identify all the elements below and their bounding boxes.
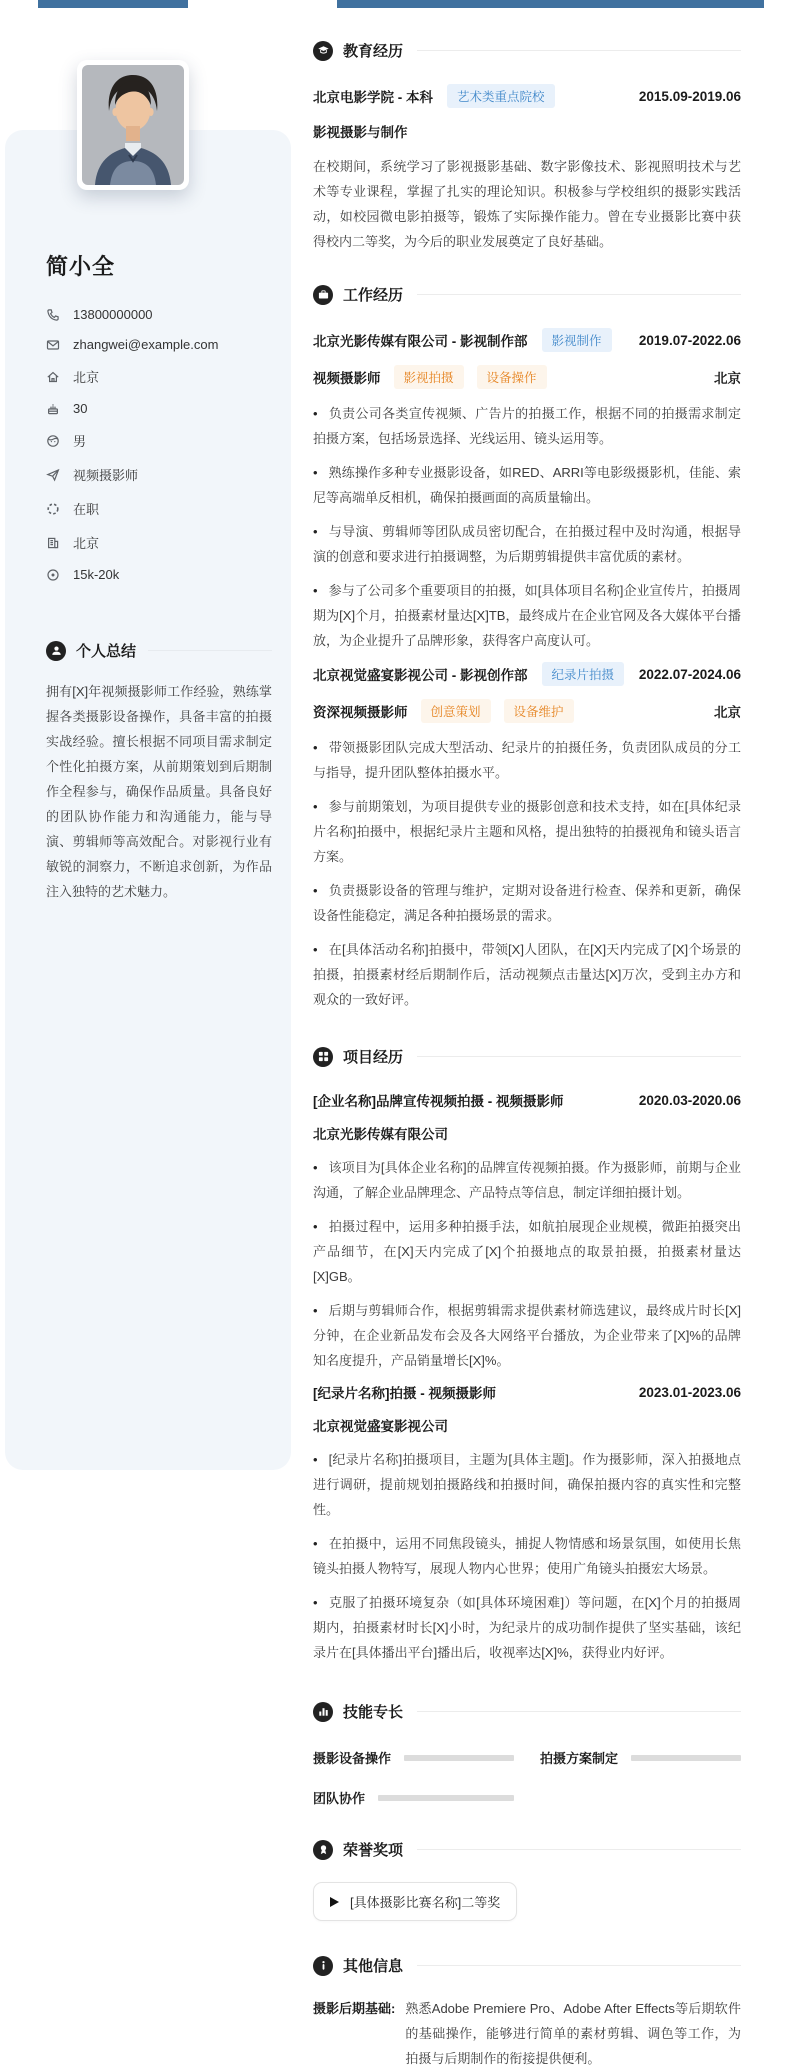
candidate-name: 简小全 [46,254,116,279]
education-entry-header [313,84,741,108]
grid-icon [313,1047,333,1067]
skill-tag: 设备操作 [477,365,547,389]
contact-salary: 15k-20k [73,567,120,582]
age-cake-icon [46,402,60,416]
honors-title: 荣誉奖项 [343,1842,404,1859]
other-title: 其他信息 [343,1958,404,1975]
education-section-header [313,40,741,61]
home-icon [46,370,60,384]
gender-icon [46,434,60,448]
project-date: 2020.03-2020.06 [638,1092,741,1108]
summary-section-header [46,640,272,661]
contact-row-age [46,401,272,416]
skill-progress-track [378,1795,514,1801]
job-date: 2022.07-2024.06 [638,666,741,682]
company-name: 北京光影传媒有限公司 - 影视制作部 [313,334,528,349]
info-icon [313,1956,333,1976]
honors-section-header [313,1839,741,1860]
phone-icon [46,308,60,322]
skill-tag: 创意策划 [421,699,491,723]
job-bullet: • 负责公司各类宣传视频、广告片的拍摄工作，根据不同的拍摄需求制定拍摄方案，包括场景选择、光线运用、镜头运用等。 [313,401,741,451]
honor-chip[interactable] [313,1882,517,1921]
salary-target-icon [46,568,60,582]
contact-row-status [46,499,272,518]
contact-row-location [46,367,272,386]
skill-tag: 设备维护 [504,699,574,723]
skill-progress-track [631,1755,741,1761]
education-description: 在校期间，系统学习了影视摄影基础、数字影像技术、影视照明技术与艺术等专业课程，掌握了扎实的理论知识。积极参与学校组织的摄影实践活动，如校园微电影拍摄等，锻炼了实际操作能力。曾在专业摄影比赛中获得校内二等奖，为今后的职业发展奠定了良好基础。 [313,159,741,249]
contact-row-gender [46,431,272,450]
skill-tag: 影视拍摄 [394,365,464,389]
contact-row-salary [46,567,272,582]
contact-gender: 男 [73,434,87,449]
contact-row-email [46,337,272,352]
email-icon [46,338,60,352]
project-entry-header [313,1382,741,1402]
company-name: 北京视觉盛宴影视公司 - 影视创作部 [313,668,528,683]
building-icon [46,536,60,550]
work-section-header [313,284,741,305]
job-bullet: • 负责摄影设备的管理与维护，定期对设备进行检查、保养和更新，确保设备性能稳定，满足各种拍摄场景的需求。 [313,878,741,928]
project-date: 2023.01-2023.06 [638,1384,741,1400]
contact-age: 30 [73,401,88,416]
bar-chart-icon [313,1702,333,1722]
job-bullet: • 与导演、剪辑师等团队成员密切配合，在拍摄过程中及时沟通，根据导演的创意和要求进行拍摄调整，为后期剪辑提供丰富优质的素材。 [313,519,741,569]
education-date: 2015.09-2019.06 [638,88,741,104]
skills-section-header [313,1701,741,1722]
divider [148,650,272,651]
status-icon [46,502,60,516]
project-name: [纪录片名称]拍摄 - 视频摄影师 [313,1386,496,1401]
divider [417,294,741,295]
honor-name: [具体摄影比赛名称]二等奖 [350,1895,501,1910]
other-info-row [313,1996,741,2071]
skill-item [313,1788,514,1807]
job-entry-header [313,662,741,686]
project-company: 北京光影传媒有限公司 [313,1127,448,1142]
job-bullet: • 参与了公司多个重要项目的拍摄，如[具体项目名称]企业宣传片，拍摄周期为[X]个月，拍摄素材量达[X]TB，最终成片在企业官网及各大媒体平台播放，为企业提升了品牌形象，获得客户高度认可。 [313,578,741,653]
skill-name: 摄影设备操作 [313,1751,392,1766]
other-section-header [313,1955,741,1976]
project-bullet: • 克服了拍摄环境复杂（如[具体环境困难]）等问题，在[X]个月的拍摄周期内，拍摄素材时长[X]小时，为纪录片的成功制作提供了坚实基础，该纪录片在[具体播出平台]播出后，收视率达[X]%，获得业内好评。 [313,1590,741,1665]
divider [417,50,741,51]
briefcase-icon [313,285,333,305]
award-icon [313,1840,333,1860]
project-bullet: • 在拍摄中，运用不同焦段镜头，捕捉人物情感和场景氛围，如使用长焦镜头拍摄人物特写，展现人物内心世界；使用广角镜头拍摄宏大场景。 [313,1531,741,1581]
project-bullet: • 拍摄过程中，运用多种拍摄手法，如航拍展现企业规模，微距拍摄突出产品细节，在[X]天内完成了[X]个拍摄地点的取景拍摄，拍摄素材量达[X]GB。 [313,1214,741,1289]
avatar [77,60,189,190]
job-bullet: • 在[具体活动名称]拍摄中，带领[X]人团队，在[X]天内完成了[X]个场景的拍摄，拍摄素材经后期制作后，活动视频点击量达[X]万次，受到主办方和观众的一致好评。 [313,937,741,1012]
contact-status: 在职 [73,502,100,517]
skill-grid [313,1748,741,1807]
contact-row-city [46,533,272,552]
job-bullet: • 熟练操作多种专业摄影设备，如RED、ARRI等电影级摄影机，佳能、索尼等高端单反相机，确保拍摄画面的高质量输出。 [313,460,741,510]
job-city: 北京 [714,705,741,720]
projects-section-header [313,1046,741,1067]
industry-badge: 纪录片拍摄 [542,662,625,686]
skill-name: 拍摄方案制定 [540,1751,619,1766]
job-bullet-list [313,401,741,653]
project-name: [企业名称]品牌宣传视频拍摄 - 视频摄影师 [313,1094,564,1109]
skill-item [540,1748,741,1767]
contact-row-position [46,465,272,484]
job-entry-header [313,328,741,352]
project-bullet: • [纪录片名称]拍摄项目，主题为[具体主题]。作为摄影师，深入拍摄地点进行调研，提前规划拍摄路线和拍摄时间，确保拍摄内容的真实性和完整性。 [313,1447,741,1522]
job-position-row [313,699,741,723]
play-triangle-icon [330,1897,339,1907]
other-text: 熟悉Adobe Premiere Pro、Adobe After Effects等后期软件的基础操作，能够进行简单的素材剪辑、调色等工作，为拍摄与后期制作的衔接提供便利。 [405,2001,741,2066]
position-name: 资深视频摄影师 [313,705,408,720]
project-bullet: • 后期与剪辑师合作，根据剪辑需求提供素材筛选建议，最终成片时长[X]分钟，在企业新品发布会及各大网络平台播放，为企业带来了[X]%的品牌知名度提升，产品销量增长[X]%。 [313,1298,741,1373]
paper-plane-icon [46,468,60,482]
graduation-cap-icon [313,41,333,61]
summary-title: 个人总结 [76,643,137,660]
job-position-row [313,365,741,389]
work-title: 工作经历 [343,287,404,304]
project-entry-header [313,1090,741,1110]
education-title: 教育经历 [343,43,404,60]
divider [417,1711,741,1712]
project-bullet: • 该项目为[具体企业名称]的品牌宣传视频拍摄。作为摄影师，前期与企业沟通，了解企业品牌理念、产品特点等信息，制定详细拍摄计划。 [313,1155,741,1205]
school-badge: 艺术类重点院校 [447,84,555,108]
other-label: 摄影后期基础: [313,2001,396,2016]
industry-badge: 影视制作 [542,328,612,352]
position-name: 视频摄影师 [313,371,381,386]
job-bullet: • 带领摄影团队完成大型活动、纪录片的拍摄任务，负责团队成员的分工与指导，提升团队整体拍摄水平。 [313,735,741,785]
divider [417,1056,741,1057]
project-company: 北京视觉盛宴影视公司 [313,1419,448,1434]
divider [417,1965,741,1966]
project-bullet-list [313,1447,741,1665]
divider [417,1849,741,1850]
skill-progress-track [404,1755,514,1761]
job-date: 2019.07-2022.06 [638,332,741,348]
school-name: 北京电影学院 - 本科 [313,90,433,105]
skill-item [313,1748,514,1767]
skills-title: 技能专长 [343,1704,404,1721]
job-bullet-list [313,735,741,1012]
avatar-illustration [82,65,184,185]
projects-title: 项目经历 [343,1049,404,1066]
education-major: 影视摄影与制作 [313,125,408,140]
skill-name: 团队协作 [313,1791,366,1806]
top-accent-bar-right [337,0,764,8]
contact-phone: 13800000000 [73,307,153,322]
contact-location: 北京 [73,370,100,385]
contact-email: zhangwei@example.com [73,337,219,352]
project-bullet-list [313,1155,741,1373]
job-city: 北京 [714,371,741,386]
summary-text: 拥有[X]年视频摄影师工作经验，熟练掌握各类摄影设备操作，具备丰富的拍摄实战经验。擅长根据不同项目需求制定个性化拍摄方案，从前期策划到后期制作全程参与，确保作品质量。具备良好的团队协作能力和沟通能力，能与导演、剪辑师等高效配合。对影视行业有敏锐的洞察力，不断追求创新，为作品注入独特的艺术魅力。 [46,684,272,899]
contact-position: 视频摄影师 [73,468,139,483]
contact-city: 北京 [73,536,100,551]
contact-row-phone [46,307,272,322]
job-bullet: • 参与前期策划，为项目提供专业的摄影创意和技术支持，如在[具体纪录片名称]拍摄中，根据纪录片主题和风格，提出独特的拍摄视角和镜头语言方案。 [313,794,741,869]
top-accent-bar-left [38,0,188,8]
user-icon [46,641,66,661]
